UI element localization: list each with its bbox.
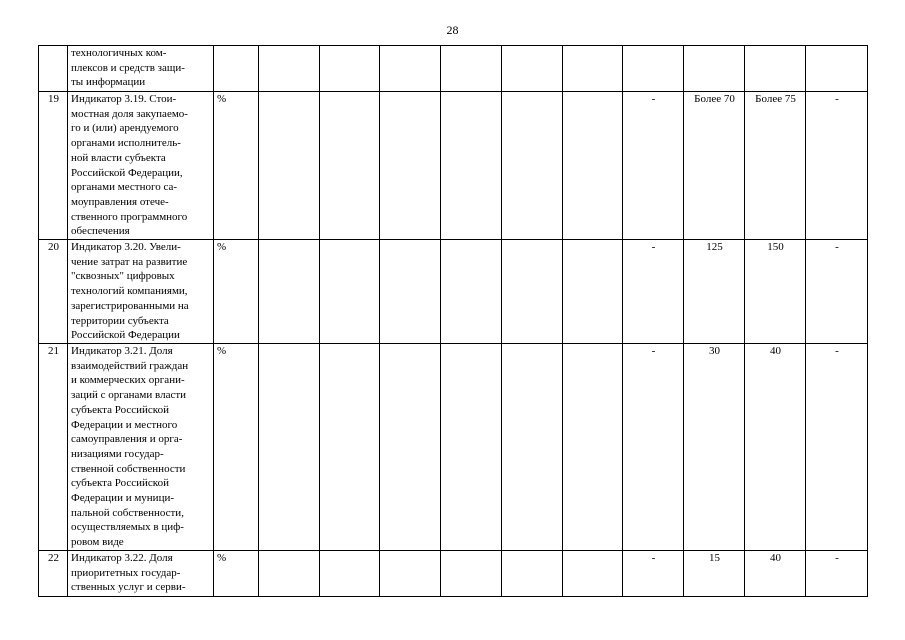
value-cell: [806, 46, 868, 92]
indicator-text-line: ты информации: [71, 76, 146, 89]
table-row: [39, 46, 868, 92]
unit-cell: [214, 46, 259, 92]
empty-cell: [259, 92, 320, 240]
indicator-text-line: зарегистрированными на: [71, 299, 189, 312]
indicator-text-line: "сквозных" цифровых: [71, 270, 175, 283]
empty-cell: [380, 46, 441, 92]
empty-cell: [441, 551, 502, 597]
value-cell: -: [623, 92, 684, 240]
indicator-text-line: мостная доля закупаемо-: [71, 107, 188, 120]
value-cell: 40: [745, 344, 806, 551]
indicator-text-line: ственного программного: [71, 210, 188, 223]
table-row: [39, 240, 868, 344]
indicator-text-line: технологичных ком-: [71, 47, 167, 59]
indicator-text-line: пальной собственности,: [71, 506, 184, 519]
indicator-name: [68, 240, 214, 344]
indicator-text-line: осуществляемых в циф-: [71, 521, 184, 534]
empty-cell: [259, 344, 320, 551]
page-number: 28: [446, 23, 459, 37]
indicator-text-line: взаимодействий граждан: [71, 359, 189, 372]
indicator-name: [68, 551, 214, 597]
unit-cell: %: [214, 551, 259, 597]
empty-cell: [320, 240, 380, 344]
empty-cell: [563, 344, 623, 551]
indicator-text-line: Российской Федерации,: [71, 166, 183, 179]
empty-cell: [563, 240, 623, 344]
empty-cell: [502, 240, 563, 344]
indicator-text-line: и коммерческих органи-: [71, 374, 185, 387]
value-cell: Более 70: [684, 92, 745, 240]
indicator-name: [68, 92, 214, 240]
value-cell: -: [806, 240, 868, 344]
indicator-text-line: чение затрат на развитие: [71, 255, 188, 268]
empty-cell: [320, 551, 380, 597]
indicator-text-line: ровом виде: [71, 536, 124, 549]
row-number: 21: [39, 344, 68, 551]
value-cell: -: [623, 344, 684, 551]
indicator-name: [68, 46, 214, 92]
value-cell: 150: [745, 240, 806, 344]
indicator-text-line: ственных услуг и серви-: [71, 581, 186, 594]
unit-cell: %: [214, 344, 259, 551]
value-cell: -: [623, 240, 684, 344]
value-cell: 40: [745, 551, 806, 597]
indicator-text-line: ной власти субъекта: [71, 151, 166, 164]
indicator-text-line: Индикатор 3.20. Увели-: [71, 241, 181, 254]
indicator-text-line: ственной собственности: [71, 462, 186, 475]
value-cell: -: [806, 92, 868, 240]
indicator-text-line: Федерации и муници-: [71, 492, 175, 505]
value-cell: 15: [684, 551, 745, 597]
value-cell: Более 75: [745, 92, 806, 240]
empty-cell: [380, 92, 441, 240]
empty-cell: [320, 92, 380, 240]
empty-cell: [441, 344, 502, 551]
empty-cell: [563, 92, 623, 240]
indicator-text-line: низациями государ-: [71, 447, 164, 460]
indicator-text-line: Российской Федерации: [71, 329, 180, 342]
empty-cell: [259, 46, 320, 92]
row-number: 20: [39, 240, 68, 344]
empty-cell: [380, 344, 441, 551]
value-cell: 30: [684, 344, 745, 551]
empty-cell: [441, 240, 502, 344]
value-cell: -: [806, 551, 868, 597]
table-row: [39, 551, 868, 597]
value-cell: -: [623, 551, 684, 597]
empty-cell: [320, 46, 380, 92]
empty-cell: [320, 344, 380, 551]
value-cell: [745, 46, 806, 92]
empty-cell: [563, 46, 623, 92]
indicator-text-line: субъекта Российской: [71, 403, 169, 416]
empty-cell: [502, 344, 563, 551]
table-row: [39, 92, 868, 240]
empty-cell: [259, 551, 320, 597]
value-cell: [684, 46, 745, 92]
empty-cell: [441, 46, 502, 92]
value-cell: 125: [684, 240, 745, 344]
indicators-table: [38, 45, 868, 597]
indicator-text-line: плексов и средств защи-: [71, 61, 185, 74]
table-row: [39, 344, 868, 551]
empty-cell: [380, 551, 441, 597]
indicator-text-line: органами местного са-: [71, 181, 178, 194]
row-number: [39, 46, 68, 92]
indicator-text-line: го и (или) арендуемого: [71, 122, 179, 135]
indicator-text-line: Индикатор 3.22. Доля: [71, 552, 173, 565]
empty-cell: [380, 240, 441, 344]
empty-cell: [502, 46, 563, 92]
row-number: 22: [39, 551, 68, 597]
indicator-text-line: Индикатор 3.21. Доля: [71, 345, 173, 358]
empty-cell: [502, 551, 563, 597]
empty-cell: [441, 92, 502, 240]
indicator-text-line: органами исполнитель-: [71, 137, 181, 150]
unit-cell: %: [214, 240, 259, 344]
indicator-text-line: Федерации и местного: [71, 418, 178, 431]
indicator-text-line: обеспечения: [71, 225, 130, 238]
indicator-text-line: заций с органами власти: [71, 389, 187, 402]
indicator-text-line: моуправления отече-: [71, 195, 169, 208]
indicator-text-line: территории субъекта: [71, 314, 169, 327]
value-cell: [623, 46, 684, 92]
indicator-text-line: Индикатор 3.19. Стои-: [71, 93, 177, 105]
indicator-text-line: технологий компаниями,: [71, 285, 188, 298]
indicator-text-line: приоритетных государ-: [71, 566, 181, 579]
row-number: 19: [39, 92, 68, 240]
indicator-name: [68, 344, 214, 551]
unit-cell: %: [214, 92, 259, 240]
empty-cell: [502, 92, 563, 240]
indicator-text-line: самоуправления и орга-: [71, 433, 183, 446]
indicator-text-line: субъекта Российской: [71, 477, 169, 490]
value-cell: -: [806, 344, 868, 551]
empty-cell: [563, 551, 623, 597]
empty-cell: [259, 240, 320, 344]
